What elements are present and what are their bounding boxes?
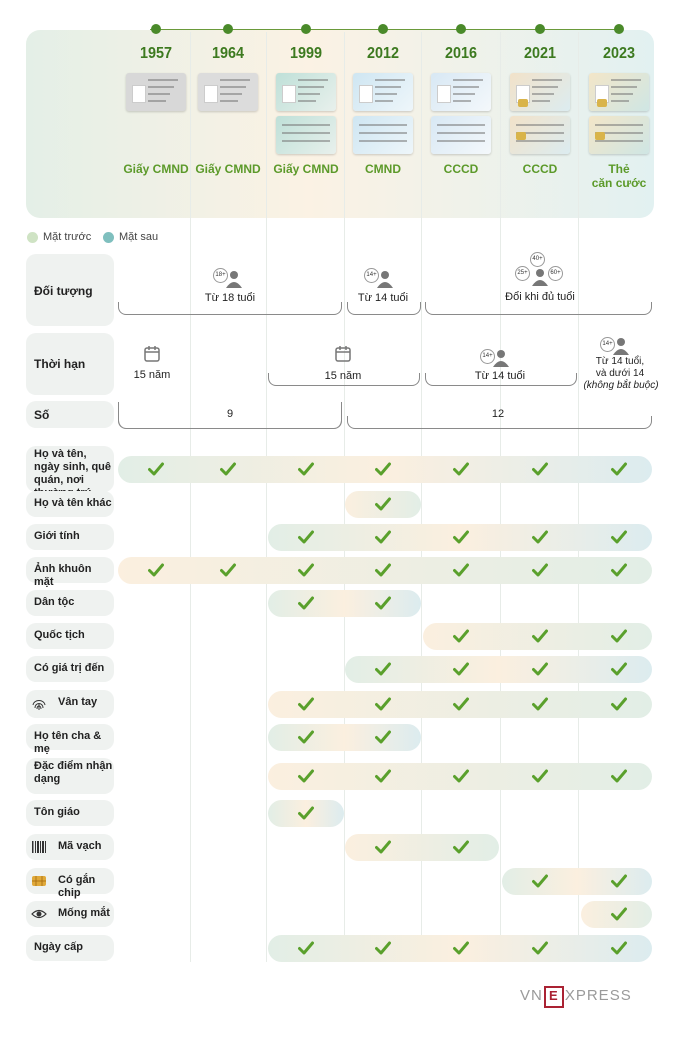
age-badge: 14+: [480, 349, 495, 364]
feature-label: Họ và tên khác: [34, 497, 112, 509]
portrait-placeholder: [359, 85, 373, 103]
check-icon: [375, 696, 391, 712]
front-legend-label: Mặt trước: [43, 231, 92, 243]
card-text-line: [298, 86, 324, 88]
card-text-line: [437, 124, 485, 126]
barcode-icon: [31, 839, 47, 855]
card-back-image: [276, 116, 336, 154]
person-icon: [376, 270, 394, 288]
chip-graphic: [597, 99, 607, 107]
card-text-line: [453, 86, 479, 88]
card-text-line: [298, 100, 316, 102]
check-icon: [532, 628, 548, 644]
card-text-line: [148, 100, 166, 102]
check-icon: [453, 768, 469, 784]
feature-label: Có giá trị đến: [34, 662, 105, 674]
year-label: 2023: [602, 45, 636, 62]
brace-age: [425, 302, 652, 315]
card-front-image: [589, 73, 649, 111]
back-legend-dot: [103, 232, 114, 243]
card-type-label: [422, 162, 500, 176]
card-type-text: CMND: [365, 162, 401, 176]
card-text-line: [532, 79, 562, 81]
card-text-line: [595, 124, 643, 126]
check-icon: [453, 562, 469, 578]
check-icon: [611, 696, 627, 712]
check-icon: [375, 661, 391, 677]
card-text-line: [611, 79, 641, 81]
card-front-image: [198, 73, 258, 111]
check-icon: [611, 940, 627, 956]
check-icon: [298, 805, 314, 821]
feature-label: Mống mắt: [58, 907, 110, 919]
check-icon: [375, 940, 391, 956]
last-duration-line1: Từ 14 tuổi,: [595, 356, 645, 367]
check-icon: [611, 873, 627, 889]
logo-e: E: [544, 986, 564, 1008]
chip-graphic: [518, 99, 528, 107]
duration-label: 15 năm: [324, 370, 362, 382]
check-icon: [611, 562, 627, 578]
feature-label: Có gắn chip: [58, 874, 96, 899]
card-text-line: [375, 93, 397, 95]
card-back-image: [431, 116, 491, 154]
card-text-line: [375, 100, 393, 102]
check-icon: [611, 768, 627, 784]
card-text-line: [220, 100, 238, 102]
card-text-line: [282, 140, 330, 142]
front-legend-dot: [27, 232, 38, 243]
check-icon: [453, 839, 469, 855]
row-thoi-han-label: Thời hạn: [34, 357, 86, 371]
timeline-dot: [378, 24, 388, 34]
timeline-dot: [535, 24, 545, 34]
feature-label: Giới tính: [34, 530, 80, 542]
from14-label: Từ 14 tuổi: [357, 292, 409, 304]
check-icon: [375, 529, 391, 545]
digits-12: 12: [491, 408, 505, 420]
check-icon: [298, 461, 314, 477]
feature-label: Họ tên cha & mẹ: [34, 730, 102, 755]
calendar-icon: [143, 345, 161, 363]
card-back-image: [510, 116, 570, 154]
last-duration-line3: (không bắt buộc): [583, 380, 659, 391]
check-icon: [220, 562, 236, 578]
card-type-text: Giấy CMND: [195, 162, 261, 176]
check-icon: [611, 661, 627, 677]
person-icon: [492, 349, 510, 367]
card-front-image: [126, 73, 186, 111]
timeline-dot: [223, 24, 233, 34]
card-text-line: [359, 132, 407, 134]
card-front-image: [510, 73, 570, 111]
check-icon: [611, 529, 627, 545]
year-label: 1999: [289, 45, 323, 62]
card-text-line: [437, 140, 485, 142]
check-icon: [298, 529, 314, 545]
card-text-line: [148, 93, 170, 95]
card-text-line: [148, 79, 178, 81]
card-text-line: [437, 132, 485, 134]
feature-label: Ảnh khuôn mặt: [34, 563, 92, 588]
card-type-text: Giấy CMND: [273, 162, 339, 176]
vnexpress-logo: [520, 986, 632, 1008]
portrait-placeholder: [437, 85, 451, 103]
card-text-line: [516, 140, 564, 142]
card-text-line: [595, 140, 643, 142]
card-text-line: [375, 86, 401, 88]
card-text-line: [148, 86, 174, 88]
card-text-line: [220, 79, 250, 81]
card-type-label: [501, 162, 579, 176]
card-text-line: [359, 140, 407, 142]
check-icon: [375, 768, 391, 784]
check-icon: [298, 768, 314, 784]
timeline-dot: [614, 24, 624, 34]
year-label: 2021: [523, 45, 557, 62]
check-icon: [298, 562, 314, 578]
check-icon: [611, 461, 627, 477]
check-icon: [453, 461, 469, 477]
feature-label: Ngày cấp: [34, 941, 83, 953]
card-type-text: CCCD: [522, 162, 558, 176]
check-icon: [298, 595, 314, 611]
card-front-image: [431, 73, 491, 111]
card-text-line: [453, 100, 471, 102]
from14-label: Từ 14 tuổi: [474, 370, 526, 382]
age-badge: 60+: [548, 266, 563, 281]
card-text-line: [611, 93, 633, 95]
check-icon: [298, 729, 314, 745]
feature-label: Tôn giáo: [34, 806, 80, 818]
feature-band: [502, 868, 652, 895]
card-text-line: [516, 124, 564, 126]
age-badge: 40+: [530, 252, 545, 267]
card-type-label: [344, 162, 422, 176]
check-icon: [375, 562, 391, 578]
portrait-placeholder: [204, 85, 218, 103]
feature-band: [345, 834, 499, 861]
at-age-label: Đổi khi đủ tuổi: [505, 291, 575, 303]
card-type-label: [580, 162, 658, 190]
back-legend-label: Mặt sau: [119, 231, 159, 243]
card-front-image: [276, 73, 336, 111]
check-icon: [453, 529, 469, 545]
check-icon: [148, 562, 164, 578]
eye-icon: [31, 906, 47, 922]
portrait-placeholder: [282, 85, 296, 103]
check-icon: [375, 729, 391, 745]
check-icon: [453, 661, 469, 677]
age-badge: 14+: [364, 268, 379, 283]
card-text-line: [453, 79, 483, 81]
chip-graphic: [595, 132, 605, 140]
card-text-line: [282, 132, 330, 134]
card-text-line: [453, 93, 475, 95]
check-icon: [375, 839, 391, 855]
check-icon: [532, 461, 548, 477]
check-icon: [532, 940, 548, 956]
from18-label: Từ 18 tuổi: [204, 292, 256, 304]
check-icon: [453, 940, 469, 956]
feature-band: [268, 724, 421, 751]
check-icon: [220, 461, 236, 477]
person-icon: [612, 337, 630, 355]
feature-label: Dân tộc: [34, 596, 75, 608]
card-type-text: Giấy CMND: [123, 162, 189, 176]
timeline-dot: [301, 24, 311, 34]
age-badge: 25+: [515, 266, 530, 281]
check-icon: [532, 661, 548, 677]
card-type-text: Thẻ: [608, 162, 630, 176]
year-label: 2016: [444, 45, 478, 62]
card-text-line: [532, 100, 550, 102]
check-icon: [611, 628, 627, 644]
check-icon: [375, 496, 391, 512]
check-icon: [375, 461, 391, 477]
timeline-dot: [151, 24, 161, 34]
feature-label: Đặc điểm nhận dạng: [34, 760, 113, 785]
check-icon: [375, 595, 391, 611]
year-label: 1957: [139, 45, 173, 62]
logo-xpress: XPRESS: [564, 987, 632, 1004]
card-text-line: [359, 124, 407, 126]
timeline-dot: [456, 24, 466, 34]
card-text-line: [298, 93, 320, 95]
year-label: 1964: [211, 45, 245, 62]
card-text-line: [532, 93, 554, 95]
card-text-line: [611, 86, 637, 88]
last-duration-line2: và dưới 14: [595, 368, 645, 379]
check-icon: [298, 696, 314, 712]
person-icon: [531, 268, 549, 286]
chip-icon: [31, 873, 47, 889]
feature-label: Quốc tịch: [34, 629, 85, 641]
card-back-image: [353, 116, 413, 154]
card-type-text: căn cước: [591, 176, 647, 190]
check-icon: [532, 696, 548, 712]
digits-9: 9: [226, 408, 234, 420]
feature-label: Vân tay: [58, 696, 98, 708]
check-icon: [532, 768, 548, 784]
check-icon: [298, 940, 314, 956]
age-badge: 14+: [600, 337, 615, 352]
chip-graphic: [516, 132, 526, 140]
card-text-line: [298, 79, 328, 81]
check-icon: [532, 873, 548, 889]
card-back-image: [589, 116, 649, 154]
year-label: 2012: [366, 45, 400, 62]
card-text-line: [220, 86, 246, 88]
card-type-label: [189, 162, 267, 176]
feature-band: [268, 590, 421, 617]
portrait-placeholder: [132, 85, 146, 103]
logo-vn: VN: [520, 987, 543, 1004]
card-type-label: [117, 162, 195, 176]
card-type-text: CCCD: [443, 162, 479, 176]
card-text-line: [375, 79, 405, 81]
check-icon: [611, 906, 627, 922]
card-front-image: [353, 73, 413, 111]
card-text-line: [282, 124, 330, 126]
person-icon: [225, 270, 243, 288]
card-text-line: [532, 86, 558, 88]
check-icon: [148, 461, 164, 477]
check-icon: [453, 696, 469, 712]
card-text-line: [220, 93, 242, 95]
check-icon: [532, 529, 548, 545]
fingerprint-icon: [31, 696, 47, 712]
feature-label: Mã vạch: [58, 840, 102, 852]
row-so-label: Số: [34, 408, 50, 422]
duration-label: 15 năm: [133, 369, 171, 381]
check-icon: [453, 628, 469, 644]
row-doi-tuong-label: Đối tượng: [34, 284, 93, 298]
feature-band: [345, 656, 652, 683]
check-icon: [532, 562, 548, 578]
card-type-label: [267, 162, 345, 176]
card-text-line: [611, 100, 629, 102]
calendar-icon: [334, 345, 352, 363]
feature-label: Họ và tên, ngày sinh, quê quán, nơi: [34, 448, 112, 486]
age-badge: 18+: [213, 268, 228, 283]
